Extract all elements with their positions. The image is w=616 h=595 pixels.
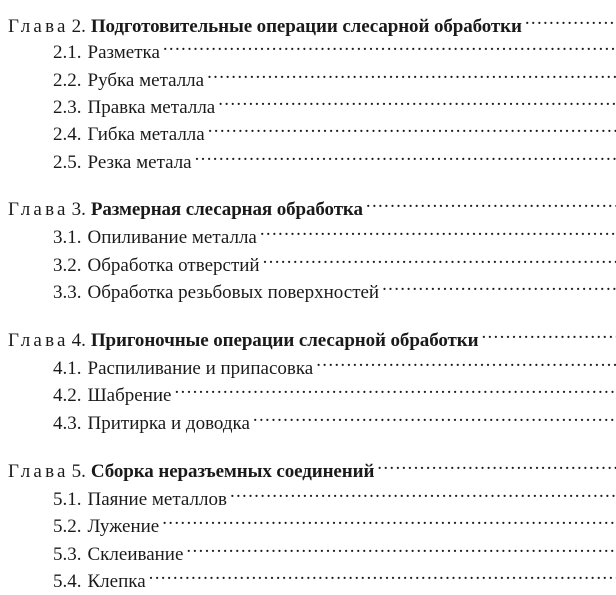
chapter-heading[interactable] (0, 6, 616, 37)
dot-leader (316, 348, 616, 374)
toc-entry[interactable] (0, 272, 616, 303)
section-number: 2.1. (53, 42, 82, 63)
toc-entry[interactable] (0, 114, 616, 145)
section-number: 3.1. (53, 227, 82, 248)
section-number: 5.1. (53, 489, 82, 510)
dot-leader (366, 189, 616, 215)
toc-entry[interactable] (0, 403, 616, 434)
section-number: 4.3. (53, 413, 82, 434)
dot-leader (208, 114, 616, 140)
dot-leader (377, 451, 616, 477)
section-title: Правка металла (87, 97, 216, 118)
section-title: Паяние металлов (87, 489, 227, 510)
section-title: Притирка и доводка (87, 413, 250, 434)
section-number: 5.4. (53, 571, 82, 592)
section-number: 5.3. (53, 544, 82, 565)
section-number: 2.5. (53, 152, 82, 173)
section-title: Склеивание (87, 544, 184, 565)
section-title: Распиливание и припасовка (87, 358, 314, 379)
section-number: 3.2. (53, 255, 82, 276)
chapter-heading[interactable] (0, 320, 616, 351)
toc-entry[interactable] (0, 32, 616, 63)
dot-leader (207, 60, 616, 86)
section-title: Опиливание металла (87, 227, 257, 248)
toc-entry[interactable] (0, 60, 616, 91)
section-title: Разметка (87, 42, 160, 63)
dot-leader (525, 6, 616, 32)
chapter-heading[interactable] (0, 189, 616, 220)
toc-entry[interactable] (0, 561, 616, 592)
section-title: Шабрение (87, 385, 172, 406)
section-title: Рубка металла (87, 70, 205, 91)
section-title: Клепка (87, 571, 146, 592)
section-number: 5.2. (53, 516, 82, 537)
chapter-word: Глава (8, 330, 69, 351)
chapter-number: 5. (71, 461, 86, 482)
dot-leader (149, 561, 616, 587)
chapter-title: Сборка неразъемных соединений (90, 461, 375, 482)
toc-entry[interactable] (0, 245, 616, 276)
dot-leader (481, 320, 616, 346)
section-number: 4.2. (53, 385, 82, 406)
section-number: 4.1. (53, 358, 82, 379)
chapter-word: Глава (8, 461, 69, 482)
chapter-word: Глава (8, 199, 69, 220)
chapter-title: Размерная слесарная обработка (90, 199, 363, 220)
dot-leader (162, 506, 616, 532)
section-title: Резка метала (87, 152, 192, 173)
dot-leader (195, 142, 616, 168)
chapter-number: 4. (71, 330, 86, 351)
chapter-title: Подготовительные операции слесарной обработки (90, 16, 522, 37)
toc-entry[interactable] (0, 142, 616, 173)
dot-leader (186, 534, 616, 560)
section-number: 2.2. (53, 70, 82, 91)
toc-entry[interactable] (0, 479, 616, 510)
dot-leader (230, 479, 616, 505)
dot-leader (253, 403, 616, 429)
toc-entry[interactable] (0, 348, 616, 379)
toc-entry[interactable] (0, 217, 616, 248)
toc-entry[interactable] (0, 375, 616, 406)
section-number: 2.4. (53, 124, 82, 145)
dot-leader (174, 375, 616, 401)
section-title: Обработка резьбовых поверхностей (87, 282, 380, 303)
chapter-word: Глава (8, 16, 69, 37)
toc-entry[interactable] (0, 87, 616, 118)
dot-leader (218, 87, 616, 113)
section-title: Обработка отверстий (87, 255, 260, 276)
section-number: 2.3. (53, 97, 82, 118)
chapter-heading[interactable] (0, 451, 616, 482)
chapter-number: 3. (71, 199, 86, 220)
toc-entry[interactable] (0, 506, 616, 537)
section-title: Лужение (87, 516, 160, 537)
section-number: 3.3. (53, 282, 82, 303)
chapter-title: Пригоночные операции слесарной обработки (90, 330, 479, 351)
dot-leader (163, 32, 616, 58)
dot-leader (260, 217, 616, 243)
dot-leader (263, 245, 616, 271)
dot-leader (382, 272, 616, 298)
toc-entry[interactable] (0, 534, 616, 565)
chapter-number: 2. (71, 16, 86, 37)
section-title: Гибка металла (87, 124, 205, 145)
